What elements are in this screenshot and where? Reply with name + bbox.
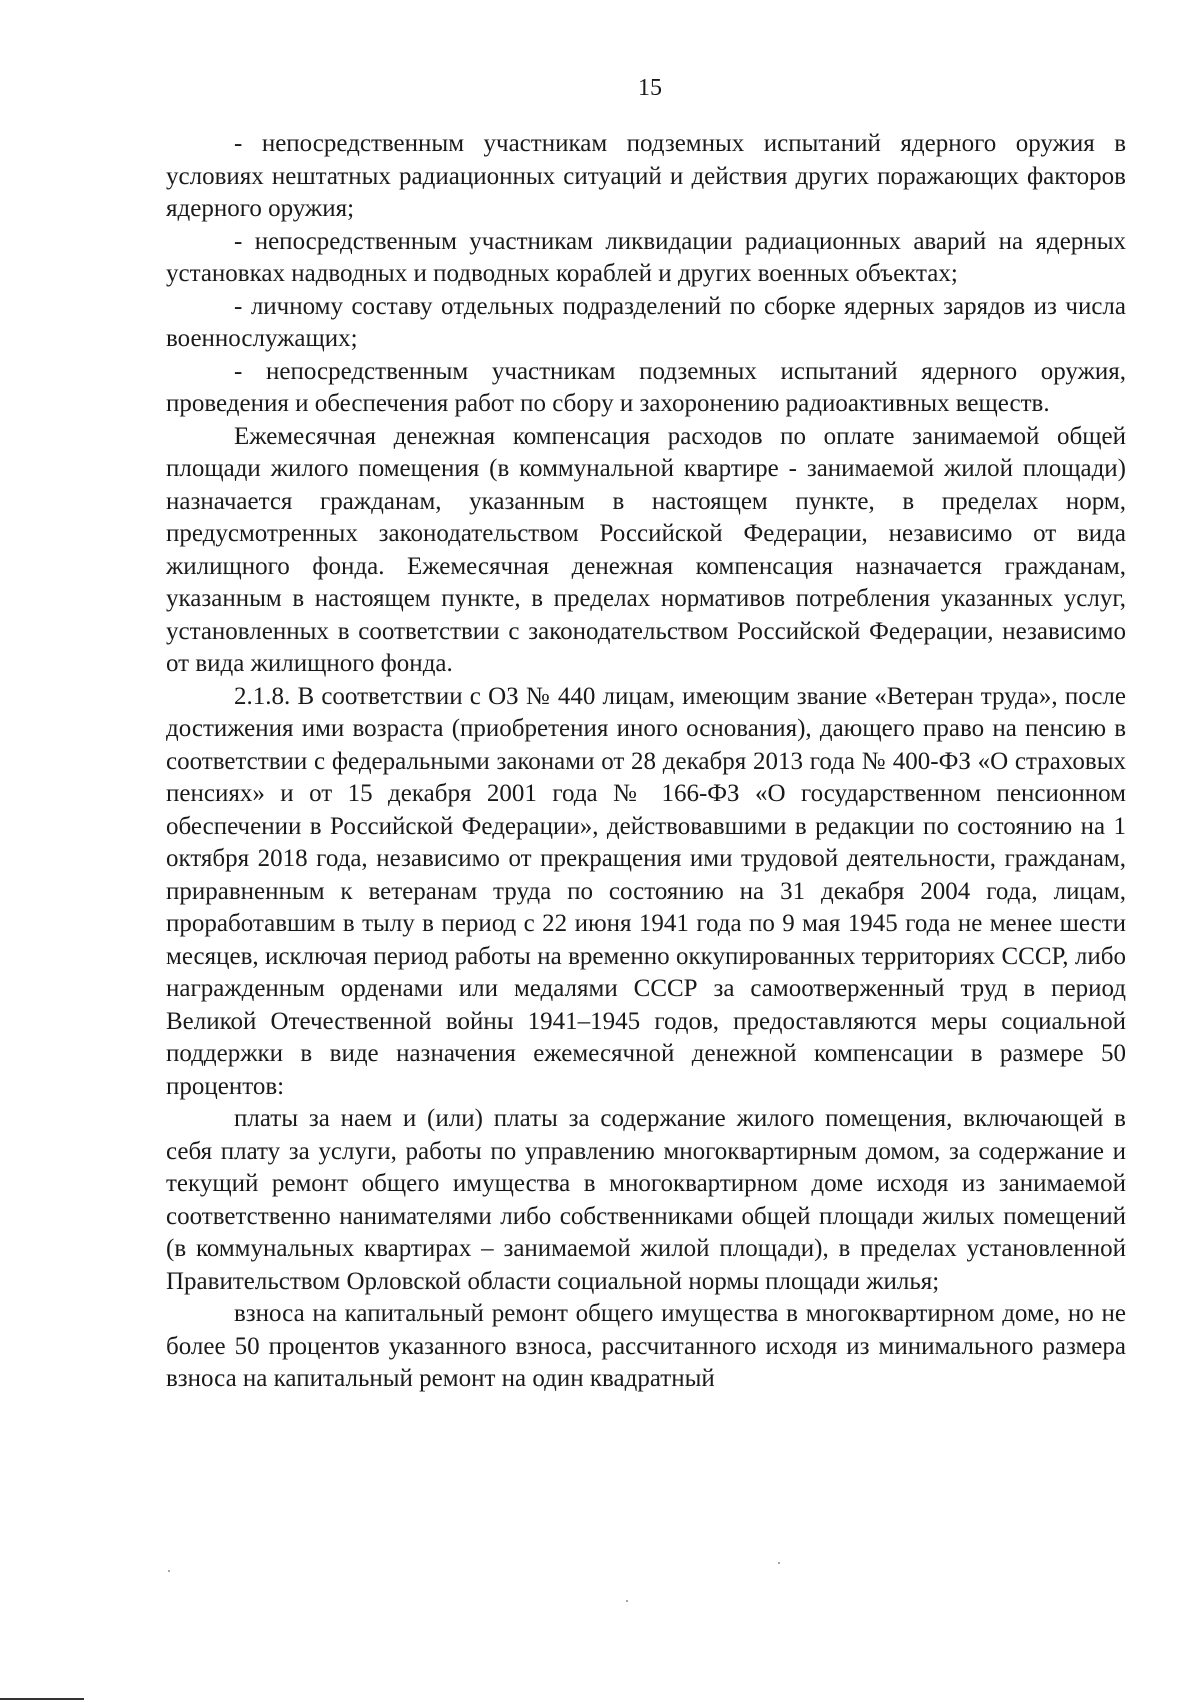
scan-speck	[168, 1570, 170, 1572]
paragraph-section-2-1-8: 2.1.8. В соответствии с ОЗ № 440 лицам, имеющим звание «Ветеран труда», после достижения ими возраста (приобретения иного основания), дающего право на пенсию в соответствии с федеральными законами от 28 декабря 2013 года № 400-ФЗ «О страховых пенсиях» и от 15 декабря 2001 года № 166-ФЗ «О государственном пенсионном обеспечении в Российской Федерации», действовавшими в редакции по состоянию на 1 октября 2018 года, независимо от прекращения ими трудовой деятельности, гражданам, приравненным к ветеранам труда по состоянию на 31 декабря 2004 года, лицам, проработавшим в тылу в период с 22 июня 1941 года по 9 мая 1945 года не менее шести месяцев, исключая период работы на временно оккупированных территориях СССР, либо награжденным орденами или медалями СССР за самоотверженный труд в период Великой Отечественной войны 1941–1945 годов, предоставляются меры социальной поддержки в виде назначения ежемесячной денежной компенсации в размере 50 процентов:	[166, 682, 1126, 1100]
scan-edge-line	[0, 1698, 84, 1700]
paragraph-compensation: Ежемесячная денежная компенсация расходов по оплате занимаемой общей площади жилого помещения (в коммунальной квартире - занимаемой жилой площади) назначается гражданам, указанным в настоящем пункте, в пределах норм, предусмотренных законодательством Российской Федерации, независимо от вида жилищного фонда. Ежемесячная денежная компенсация назначается гражданам, указанным в настоящем пункте, в пределах нормативов потребления указанных услуг, установленных в соответствии с законодательством Российской Федерации, независимо от вида жилищного фонда.	[166, 422, 1126, 677]
paragraph-housing-payment: платы за наем и (или) платы за содержание жилого помещения, включающей в себя плату за услуги, работы по управлению многоквартирным домом, за содержание и текущий ремонт общего имущества в многоквартирном доме исходя из занимаемой соответственно нанимателями либо собственниками общей площади жилых помещений (в коммунальных квартирах – занимаемой жилой площади), в пределах установленной Правительством Орловской области социальной нормы площади жилья;	[166, 1105, 1126, 1295]
paragraph-list-item-2: - непосредственным участникам ликвидации радиационных аварий на ядерных установках надводных и подводных кораблей и других военных объектах;	[166, 227, 1126, 287]
paragraph-list-item-4: - непосредственным участникам подземных испытаний ядерного оружия, проведения и обеспечения работ по сбору и захоронению радиоактивных веществ.	[166, 357, 1126, 417]
paragraph-list-item-3: - личному составу отдельных подразделений по сборке ядерных зарядов из числа военнослужащих;	[166, 292, 1126, 352]
document-body	[166, 128, 1126, 1396]
scan-speck	[778, 1562, 780, 1564]
paragraph-capital-repair: взноса на капитальный ремонт общего имущества в многоквартирном доме, но не более 50 процентов указанного взноса, рассчитанного исходя из минимального размера взноса на капитальный ремонт на один квадратный	[166, 1300, 1126, 1392]
paragraph-list-item-1: - непосредственным участникам подземных испытаний ядерного оружия в условиях нештатных радиационных ситуаций и действия других поражающих факторов ядерного оружия;	[166, 130, 1126, 222]
page-number: 15	[638, 75, 662, 101]
scan-speck	[626, 1600, 628, 1602]
